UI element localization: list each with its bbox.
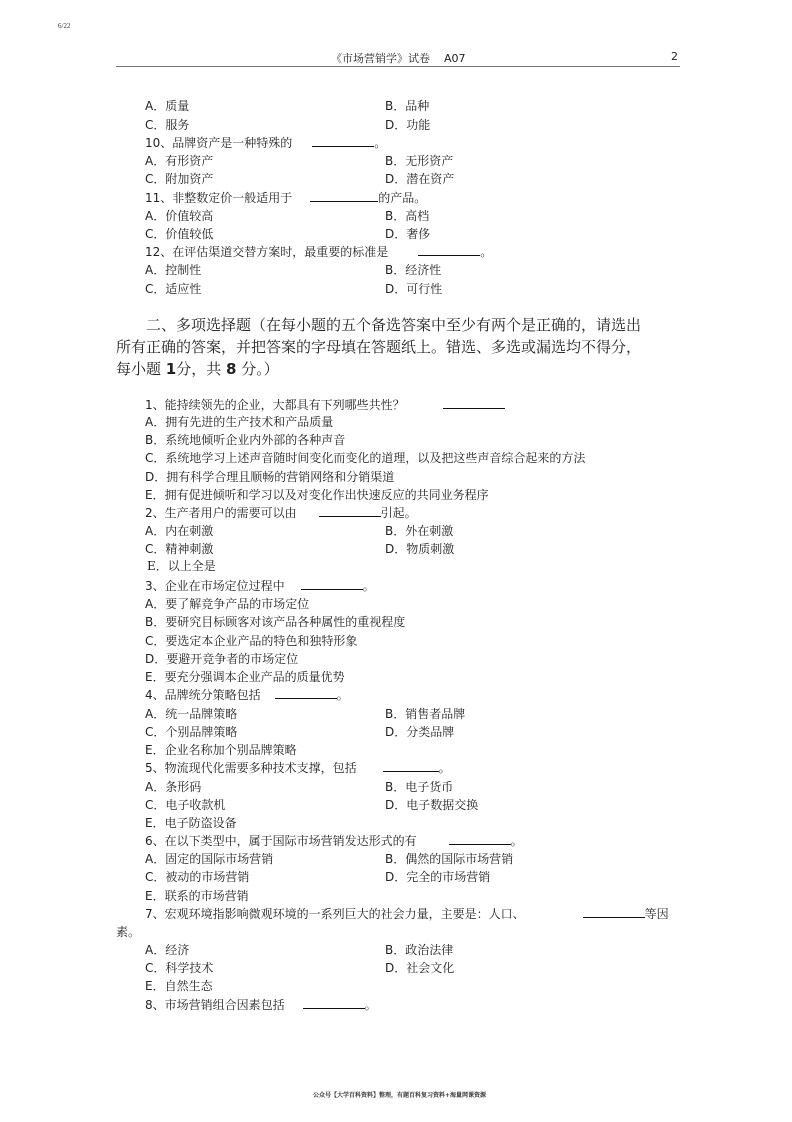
- mq2-option-a: A．内在刺激: [145, 524, 214, 538]
- total-points: 8: [226, 360, 237, 378]
- mq2-stem-text: 2、生产者用户的需要可以由: [145, 506, 297, 520]
- q10-option-d: D．潜在资产: [385, 172, 455, 186]
- section-2-line-1: 二、多项选择题（在每小题的五个备选答案中至少有两个是正确的，请选出: [146, 316, 642, 334]
- q11-stem: [145, 190, 426, 206]
- header-page-number: 2: [671, 50, 678, 63]
- mq3-stem-text: 3、企业在市场定位过程中: [145, 579, 285, 593]
- q12-option-b: B．经济性: [385, 263, 442, 277]
- mq3-option-a: A．要了解竞争产品的市场定位: [145, 597, 310, 611]
- q11-option-d: D．奢侈: [385, 227, 431, 241]
- mq5-option-d: D．电子数据交换: [385, 798, 479, 812]
- answer-blank: [275, 688, 337, 699]
- section-2-line-3: [116, 358, 676, 380]
- q10-suffix: 。: [374, 136, 387, 150]
- mq1-option-d: D．拥有科学合理且顺畅的营销网络和分销渠道: [145, 470, 395, 484]
- text: 每小题: [116, 360, 166, 378]
- q10-stem-text: 10、品牌资产是一种特殊的: [145, 136, 293, 150]
- q11-option-b: B．高档: [385, 209, 430, 223]
- mq5-stem-text: 5、物流现代化需要多种技术支撑，包括: [145, 761, 357, 775]
- answer-blank: [303, 998, 365, 1009]
- page-header: [116, 50, 680, 67]
- mq8-stem-text: 8、市场营销组合因素包括: [145, 998, 285, 1012]
- mq7-stem: [145, 906, 669, 922]
- q10-option-b: B．无形资产: [385, 154, 454, 168]
- mq1-option-b: B．系统地倾听企业内外部的各种声音: [145, 433, 346, 447]
- mq7-option-e: E．自然生态: [145, 979, 213, 993]
- mq4-option-c: C．个别品牌策略: [145, 725, 238, 739]
- q9-option-d: D．功能: [385, 118, 431, 132]
- q10-option-c: C．附加资产: [145, 172, 214, 186]
- mq6-option-c: C．被动的市场营销: [145, 870, 250, 884]
- mq1-option-a: A．拥有先进的生产技术和产品质量: [145, 415, 334, 429]
- section-2-instructions: [116, 314, 676, 380]
- q12-stem: [145, 244, 492, 260]
- q12-stem-text: 12、在评估渠道交替方案时，最重要的标准是: [145, 245, 389, 259]
- q10-option-a: A．有形资产: [145, 154, 214, 168]
- mq3-option-b: B．要研究目标顾客对该产品各种属性的重视程度: [145, 615, 406, 629]
- mq7-option-d: D．社会文化: [385, 961, 455, 975]
- mq3-stem: [145, 578, 375, 594]
- answer-blank: [319, 506, 381, 517]
- text: 分。）: [236, 360, 279, 378]
- mq6-stem-text: 6、在以下类型中，属于国际市场营销发达形式的有: [145, 834, 417, 848]
- header-title: 《市场营销学》试卷 A07: [331, 52, 466, 65]
- mq7-option-b: B．政治法律: [385, 943, 454, 957]
- mq1-stem: [145, 397, 505, 413]
- mq4-stem: [145, 687, 349, 703]
- answer-blank: [449, 834, 511, 845]
- mq6-option-b: B．偶然的国际市场营销: [385, 852, 514, 866]
- mq6-suffix: 。: [510, 834, 523, 848]
- text: 分，共: [176, 360, 226, 378]
- mq4-option-d: D．分类品牌: [385, 725, 455, 739]
- q9-option-b: B．品种: [385, 99, 430, 113]
- q11-suffix: 的产品。: [378, 191, 427, 205]
- answer-blank: [443, 398, 505, 409]
- mq2-option-b: B．外在刺激: [385, 524, 454, 538]
- q12-option-d: D．可行性: [385, 282, 443, 296]
- mq7-option-a: A．经济: [145, 943, 190, 957]
- page-counter: 6/22: [58, 22, 71, 30]
- mq6-stem: [145, 833, 523, 849]
- answer-blank: [312, 136, 374, 147]
- mq6-option-e: E．联系的市场营销: [145, 889, 249, 903]
- q11-option-a: A．价值较高: [145, 209, 214, 223]
- mq4-suffix: 。: [336, 688, 349, 702]
- mq2-suffix: 引起。: [380, 506, 417, 520]
- q10-stem: [145, 135, 386, 151]
- mq5-suffix: 。: [438, 761, 451, 775]
- mq5-option-b: B．电子货币: [385, 780, 454, 794]
- mq4-option-a: A．统一品牌策略: [145, 707, 238, 721]
- mq3-suffix: 。: [362, 579, 375, 593]
- section-2-line-2: 所有正确的答案，并把答案的字母填在答题纸上。错选、多选或漏选均不得分，: [116, 338, 642, 356]
- mq4-option-b: B．销售者品牌: [385, 707, 466, 721]
- mq2-option-d: D．物质刺激: [385, 542, 455, 556]
- mq2-option-c: C．精神刺激: [145, 542, 214, 556]
- mq2-stem: [145, 505, 417, 521]
- mq5-option-a: A．条形码: [145, 780, 202, 794]
- mq5-stem: [145, 760, 451, 776]
- answer-blank: [310, 191, 378, 202]
- answer-blank: [383, 761, 439, 772]
- mq3-option-c: C．要选定本企业产品的特色和独特形象: [145, 634, 358, 648]
- mq1-option-c: C．系统地学习上述声音随时间变化而变化的道理，以及把这些声音综合起来的方法: [145, 451, 586, 465]
- q12-option-a: A．控制性: [145, 263, 202, 277]
- q11-stem-text: 11、非整数定价一般适用于: [145, 191, 293, 205]
- answer-blank: [583, 907, 645, 918]
- q9-option-c: C．服务: [145, 118, 190, 132]
- points-per-question: 1: [165, 360, 177, 378]
- mq6-option-a: A．固定的国际市场营销: [145, 852, 274, 866]
- mq3-option-d: D．要避开竞争者的市场定位: [145, 652, 299, 666]
- footer-note: 公众号【大学百科资料】整理，有题百科复习资料+海量网课资源: [313, 1092, 487, 1099]
- mq4-stem-text: 4、品牌统分策略包括: [145, 688, 261, 702]
- q9-option-a: A．质量: [145, 99, 190, 113]
- mq8-stem: [145, 997, 377, 1013]
- q12-suffix: 。: [480, 245, 493, 259]
- mq5-option-e: E．电子防盗设备: [145, 816, 237, 830]
- mq5-option-c: C．电子收款机: [145, 798, 226, 812]
- mq4-option-e: E．企业名称加个别品牌策略: [145, 743, 297, 757]
- q12-option-c: C．适应性: [145, 282, 202, 296]
- mq3-option-e: E．要充分强调本企业产品的质量优势: [145, 670, 345, 684]
- mq8-suffix: 。: [364, 998, 377, 1012]
- mq2-option-e: E．以上全是: [147, 559, 216, 573]
- mq7-stem-text: 7、宏观环境指影响微观环境的一系列巨大的社会力量，主要是：人口、: [145, 907, 525, 921]
- mq1-stem-text: 1、能持续领先的企业，大都具有下列哪些共性？: [145, 398, 405, 412]
- mq7-option-c: C．科学技术: [145, 961, 214, 975]
- mq6-option-d: D．完全的市场营销: [385, 870, 491, 884]
- q11-option-c: C．价值较低: [145, 227, 214, 241]
- mq1-option-e: E．拥有促进倾听和学习以及对变化作出快速反应的共同业务程序: [145, 488, 489, 502]
- mq7-stem-wrap: 素。: [116, 925, 141, 939]
- answer-blank: [301, 579, 363, 590]
- answer-blank: [418, 245, 480, 256]
- mq7-suffix: 等因: [644, 907, 669, 921]
